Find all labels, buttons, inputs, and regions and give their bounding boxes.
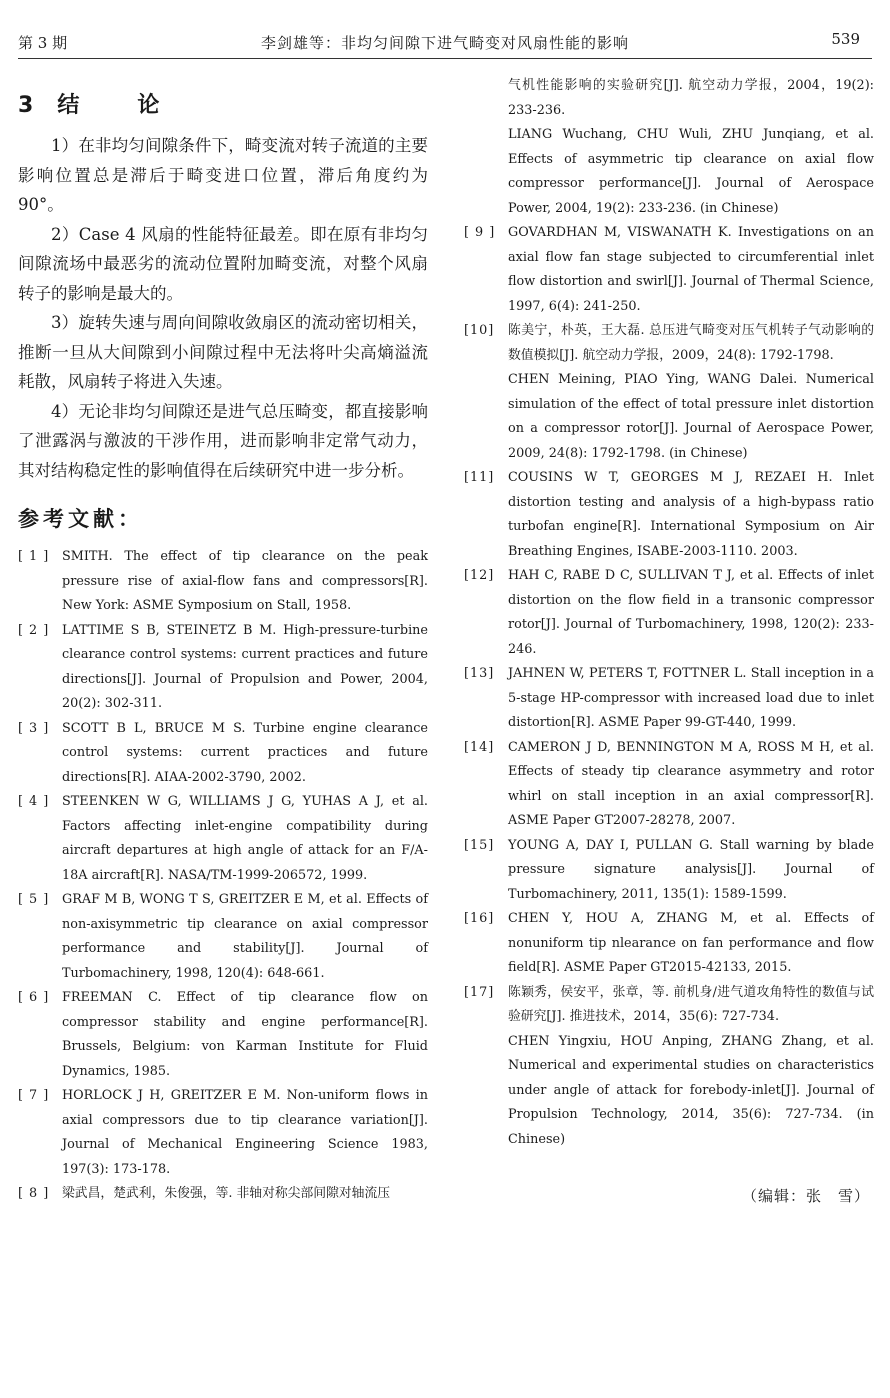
reference-item: [464, 466, 874, 564]
reference-text: HAH C, RABE D C, SULLIVAN T J, et al. Effects of inlet distortion on the flow field in a transonic compressor rotor[J]. Journal of Turbomachinery, 1998, 120(2): 233-246.: [508, 568, 874, 657]
reference-item: [18, 888, 428, 986]
reference-text: 陈美宁，朴英，王大磊. 总压进气畸变对压气机转子气动影响的数值模拟[J]. 航空动力学报，2009，24(8): 1792-1798.: [508, 323, 874, 363]
reference-index: [ 8 ]: [18, 1186, 50, 1201]
reference-item: [464, 662, 874, 736]
reference-text: CHEN Y, HOU A, ZHANG M, et al. Effects of nonuniform tip nlearance on fan performance and flow field[R]. ASME Paper GT2015-42133, 2015.: [508, 911, 874, 975]
reference-text: 气机性能影响的实验研究[J]. 航空动力学报，2004，19(2): 233-236.: [508, 78, 874, 118]
conclusion-paragraph: 1）在非均匀间隙条件下，畸变流对转子流道的主要影响位置总是滞后于畸变进口位置，滞后角度约为 90°。: [18, 136, 428, 214]
reference-text: SMITH. The effect of tip clearance on the peak pressure rise of axial-flow fans and compressors[R]. New York: ASME Symposium on Stall, 1958.: [62, 549, 428, 613]
reference-index: [ 9 ]: [464, 225, 496, 240]
reference-translation: CHEN Yingxiu, HOU Anping, ZHANG Zhang, et al. Numerical and experimental studies on characteristics under angle of attack for forebody-inlet[J]. Journal of Propulsion Technology, 2014, 35(6): 727-734. (in Chinese): [508, 1033, 874, 1147]
reference-item: [18, 545, 428, 619]
reference-text: STEENKEN W G, WILLIAMS J G, YUHAS A J, et al. Factors affecting inlet-engine compatibility during aircraft departures at high angle of attack for an F/A-18A aircraft[R]. NASA/TM-1999-206572, 1999.: [62, 794, 428, 883]
section-title: 结 论: [57, 93, 178, 118]
reference-text: SCOTT B L, BRUCE M S. Turbine engine clearance control systems: current practices and future directions[R]. AIAA-2002-3790, 2002.: [62, 720, 428, 785]
reference-text: YOUNG A, DAY I, PULLAN G. Stall warning by blade pressure signature analysis[J]. Journal of Turbomachinery, 2011, 135(1): 1589-1599.: [508, 837, 874, 902]
reference-index: [13]: [464, 666, 495, 681]
reference-text: 梁武昌，楚武利，朱俊强，等. 非轴对称尖部间隙对轴流压: [62, 1186, 391, 1201]
reference-index: [10]: [464, 323, 495, 338]
reference-item: [464, 564, 874, 662]
reference-text: JAHNEN W, PETERS T, FOTTNER L. Stall inception in a 5-stage HP-compressor with increased load due to inlet distortion[R]. ASME Paper 99-GT-440, 1999.: [508, 666, 874, 730]
reference-translation: LIANG Wuchang, CHU Wuli, ZHU Junqiang, et al. Effects of asymmetric tip clearance on axial flow compressor performance[J]. Journal of Aerospace Power, 2004, 19(2): 233-236. (in Chinese): [508, 127, 874, 216]
reference-text: GOVARDHAN M, VISWANATH K. Investigations on an axial flow fan stage subjected to circumferential inlet flow distortion and swirl[J]. Journal of Thermal Science, 1997, 6(4): 241-250.: [508, 225, 874, 314]
reference-item: [464, 834, 874, 908]
section-number: 3: [18, 93, 36, 118]
reference-item: [18, 619, 428, 717]
reference-text: COUSINS W T, GEORGES M J, REZAEI H. Inlet distortion testing and analysis of a high-bypass ratio turbofan engine[R]. International Symposium on Air Breathing Engines, ISABE-2003-1110. 2003.: [508, 470, 874, 559]
reference-index: [ 6 ]: [18, 990, 50, 1005]
references-heading: 参考文献：: [18, 507, 143, 531]
reference-index: [ 3 ]: [18, 720, 50, 736]
reference-item: [18, 1182, 428, 1207]
conclusion-paragraph: 4）无论非均匀间隙还是进气总压畸变，都直接影响了泄露涡与激波的干涉作用，进而影响非定常气动力，其对结构稳定性的影响值得在后续研究中进一步分析。: [18, 401, 428, 480]
page-number: 539: [831, 30, 860, 48]
right-column: [464, 74, 874, 1152]
editor-credit: （编辑：张 雪）: [741, 1187, 870, 1205]
reference-item: [18, 717, 428, 791]
reference-item: [18, 986, 428, 1084]
reference-item: [18, 790, 428, 888]
reference-translation: CHEN Meining, PIAO Ying, WANG Dalei. Numerical simulation of the effect of total pressure inlet distortion on a compressor rotor[J]. Journal of Aerospace Power, 2009, 24(8): 1792-1798. (in Chinese): [508, 372, 874, 461]
reference-index: [15]: [464, 837, 495, 853]
conclusion-paragraph: 3）旋转失速与周向间隙收敛扇区的流动密切相关，推断一旦从大间隙到小间隙过程中无法将叶尖高熵溢流耗散，风扇转子将进入失速。: [18, 313, 428, 391]
issue-number: 第 3 期: [18, 34, 68, 52]
reference-text: 陈颖秀，侯安平，张章，等. 前机身/进气道攻角特性的数值与试验研究[J]. 推进技术，2014，35(6): 727-734.: [508, 984, 874, 1024]
reference-item: [464, 736, 874, 834]
reference-index: [12]: [464, 568, 495, 583]
reference-text: HORLOCK J H, GREITZER E M. Non-uniform flows in axial compressors due to tip clearance variation[J]. Journal of Mechanical Engineering Science 1983, 197(3): 173-178.: [62, 1088, 428, 1177]
reference-index: [14]: [464, 739, 495, 755]
reference-item: [464, 981, 874, 1153]
reference-index: [ 2 ]: [18, 622, 50, 638]
reference-index: [ 7 ]: [18, 1088, 50, 1103]
reference-item: [464, 221, 874, 319]
reference-index: [11]: [464, 470, 495, 485]
reference-text: GRAF M B, WONG T S, GREITZER E M, et al. Effects of non-axisymmetric tip clearance on axial compressor performance and stability[J]. Journal of Turbomachinery, 1998, 120(4): 648-661.: [62, 892, 428, 981]
reference-item: [464, 907, 874, 981]
section-heading: [18, 88, 428, 119]
reference-index: [ 5 ]: [18, 892, 50, 907]
reference-item: [464, 319, 874, 466]
reference-index: [17]: [464, 984, 495, 1000]
reference-text: LATTIME S B, STEINETZ B M. High-pressure-turbine clearance control systems: current practices and future directions[J]. Journal of Propulsion and Power, 2004, 20(2): 302-311.: [62, 622, 428, 711]
running-title: 李剑雄等：非均匀间隙下进气畸变对风扇性能的影响: [260, 34, 629, 52]
running-header: [18, 24, 872, 59]
reference-text: FREEMAN C. Effect of tip clearance flow on compressor stability and engine performance[R]. Brussels, Belgium: von Karman Institute for Fluid Dynamics, 1985.: [62, 990, 428, 1079]
reference-item: [18, 1084, 428, 1182]
reference-text: CAMERON J D, BENNINGTON M A, ROSS M H, et al. Effects of steady tip clearance asymmetry and rotor whirl on stall inception in an axial compressor[R]. ASME Paper GT2007-28278, 2007.: [508, 739, 874, 828]
reference-index: [16]: [464, 911, 495, 926]
left-column: [18, 74, 428, 1207]
reference-index: [ 4 ]: [18, 794, 50, 809]
reference-item: [464, 74, 874, 221]
conclusion-paragraph: 2）Case 4 风扇的性能特征最差。即在原有非均匀间隙流场中最恶劣的流动位置附加畸变流，对整个风扇转子的影响是最大的。: [18, 224, 428, 303]
reference-index: [ 1 ]: [18, 549, 50, 564]
